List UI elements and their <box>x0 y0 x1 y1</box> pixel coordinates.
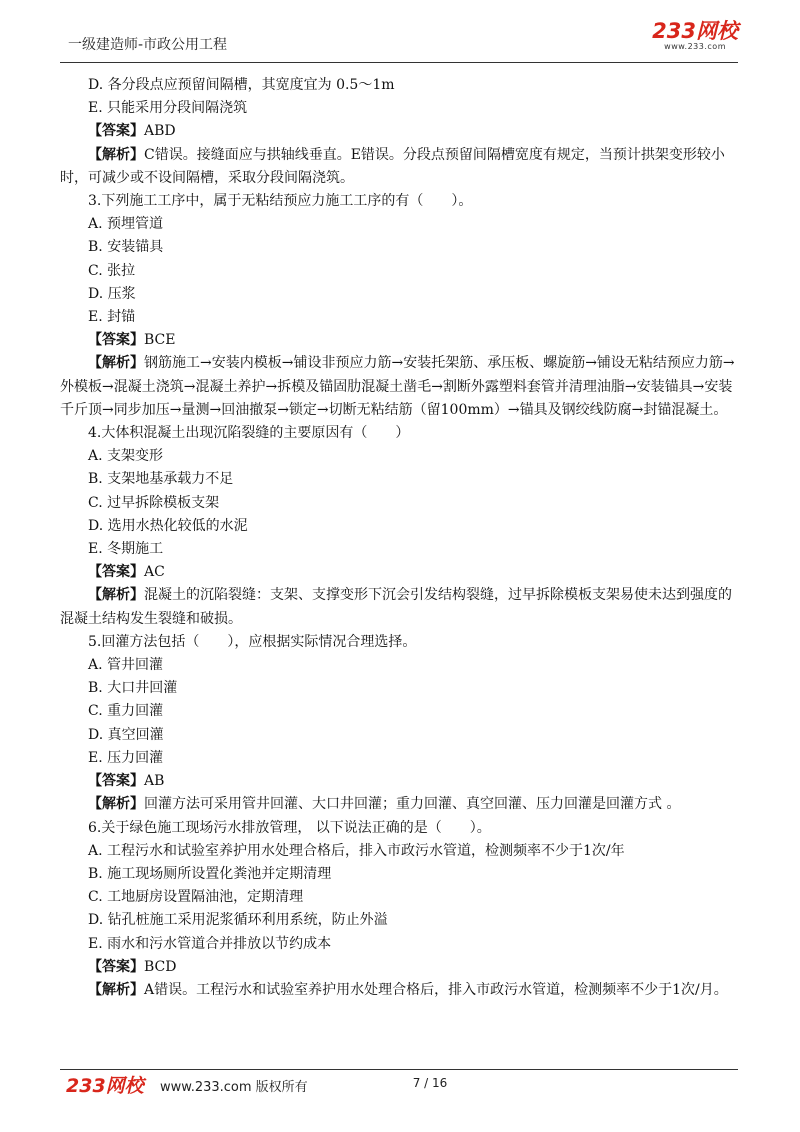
option-line <box>60 840 738 863</box>
option-line <box>60 724 738 747</box>
option-text: E. 封锚 <box>88 309 136 326</box>
explain-text: 回灌方法可采用管井回灌、大口井回灌；重力回灌、真空回灌、压力回灌是回灌方式 。 <box>144 796 681 813</box>
page-number: 7 / 16 <box>412 1076 448 1090</box>
option-line <box>60 515 738 538</box>
option-text: E. 雨水和污水管道合并排放以节约成本 <box>88 935 332 952</box>
answer-label: 【答案】 <box>88 958 144 975</box>
answer-label: 【答案】 <box>88 564 144 581</box>
copyright-text: www.233.com 版权所有 <box>160 1080 308 1095</box>
option-line <box>60 677 738 700</box>
option-text: C. 张拉 <box>88 262 136 279</box>
option-text: D. 各分段点应预留间隔槽，其宽度宜为 0.5～1m <box>88 77 395 93</box>
explain-line <box>60 584 738 630</box>
option-line <box>60 445 738 468</box>
page-header <box>60 20 738 60</box>
option-text: B. 施工现场厕所设置化粪池并定期清理 <box>88 865 332 882</box>
option-text: C. 过早拆除模板支架 <box>88 494 220 511</box>
option-line <box>60 933 738 956</box>
option-text: A. 支架变形 <box>88 448 164 465</box>
question-line <box>60 190 738 213</box>
option-line <box>60 213 738 236</box>
option-text: A. 预埋管道 <box>88 216 164 233</box>
option-text: B. 安装锚具 <box>88 239 164 256</box>
option-line <box>60 654 738 677</box>
option-text: D. 真空回灌 <box>88 726 164 743</box>
brand-logo[interactable] <box>652 20 738 51</box>
document-body <box>60 74 738 1002</box>
option-line <box>60 468 738 491</box>
explain-label: 【解析】 <box>88 796 144 813</box>
option-line <box>60 747 738 770</box>
answer-line <box>60 770 738 793</box>
option-text: E. 压力回灌 <box>88 749 164 766</box>
option-text: B. 支架地基承载力不足 <box>88 471 234 488</box>
option-line <box>60 74 738 97</box>
answer-line <box>60 561 738 584</box>
explain-line <box>60 793 738 816</box>
explain-line <box>60 979 738 1002</box>
answer-label: 【答案】 <box>88 332 144 349</box>
brand-logo-url: www.233.com <box>664 42 726 51</box>
answer-text: ABD <box>144 123 176 140</box>
answer-line <box>60 329 738 352</box>
option-text: E. 冬期施工 <box>88 541 164 558</box>
option-line <box>60 886 738 909</box>
option-line <box>60 306 738 329</box>
option-line <box>60 538 738 561</box>
answer-line <box>60 956 738 979</box>
option-text: C. 重力回灌 <box>88 703 164 720</box>
explain-label: 【解析】 <box>88 146 144 163</box>
header-divider <box>60 62 738 63</box>
explain-text: 混凝土的沉陷裂缝：支架、支撑变形下沉会引发结构裂缝，过早拆除模板支架易使未达到强度的混凝土结构发生裂缝和破损。 <box>60 587 732 627</box>
option-text: E. 只能采用分段间隔浇筑 <box>88 100 248 117</box>
option-text: D. 选用水热化较低的水泥 <box>88 517 248 534</box>
option-text: D. 钻孔桩施工采用泥浆循环利用系统，防止外溢 <box>88 912 388 929</box>
answer-line <box>60 120 738 143</box>
explain-label: 【解析】 <box>88 355 144 372</box>
brand-logo-mark: 233网校 <box>652 19 738 43</box>
question-text: 3.下列施工工序中，属于无粘结预应力施工工序的有（ ）。 <box>88 193 473 210</box>
option-line <box>60 863 738 886</box>
option-text: A. 管井回灌 <box>88 657 164 674</box>
option-line <box>60 97 738 120</box>
question-text: 6.关于绿色施工现场污水排放管理， 以下说法正确的是（ ）。 <box>88 819 491 836</box>
option-line <box>60 492 738 515</box>
option-line <box>60 700 738 723</box>
answer-text: AC <box>144 564 165 581</box>
answer-label: 【答案】 <box>88 123 144 140</box>
explain-line <box>60 144 738 190</box>
option-line <box>60 283 738 306</box>
document-title: 一级建造师-市政公用工程 <box>68 37 228 53</box>
option-line <box>60 260 738 283</box>
footer-logo[interactable]: 233网校 <box>66 1075 144 1097</box>
question-line <box>60 631 738 654</box>
answer-label: 【答案】 <box>88 773 144 790</box>
explain-label: 【解析】 <box>88 981 144 998</box>
explain-label: 【解析】 <box>88 587 144 604</box>
answer-text: BCD <box>144 958 177 975</box>
question-line <box>60 422 738 445</box>
explain-text: 钢筋施工→安装内模板→铺设非预应力筋→安装托架筋、承压板、螺旋筋→铺设无粘结预应力筋→外模板→混凝土浇筑→混凝土养护→拆模及锚固肋混凝土凿毛→割断外露塑料套管并清理油脂→安装锚具→安装千斤顶→同步加压→量测→回油撤泵→锁定→切断无粘结筋（留100mm）→锚具及钢绞线防腐→封锚混凝土。 <box>60 355 735 418</box>
answer-text: AB <box>144 773 165 790</box>
option-text: B. 大口井回灌 <box>88 680 178 697</box>
explain-text: A错误。工程污水和试验室养护用水处理合格后，排入市政污水管道，检测频率不少于1次/月。 <box>144 981 728 998</box>
question-text: 4.大体积混凝土出现沉陷裂缝的主要原因有（ ） <box>88 425 410 442</box>
option-text: D. 压浆 <box>88 285 136 302</box>
option-line <box>60 236 738 259</box>
question-text: 5.回灌方法包括（ ），应根据实际情况合理选择。 <box>88 633 417 650</box>
page-footer <box>60 1074 738 1098</box>
option-line <box>60 909 738 932</box>
answer-text: BCE <box>144 332 176 349</box>
explain-line <box>60 352 738 422</box>
explain-text: C错误。接缝面应与拱轴线垂直。E错误。分段点预留间隔槽宽度有规定，当预计拱架变形较小时，可减少或不设间隔槽，采取分段间隔浇筑。 <box>60 146 725 186</box>
option-text: A. 工程污水和试验室养护用水处理合格后，排入市政污水管道，检测频率不少于1次/年 <box>88 842 625 859</box>
footer-divider <box>60 1069 738 1070</box>
option-text: C. 工地厨房设置隔油池，定期清理 <box>88 889 304 906</box>
question-line <box>60 817 738 840</box>
